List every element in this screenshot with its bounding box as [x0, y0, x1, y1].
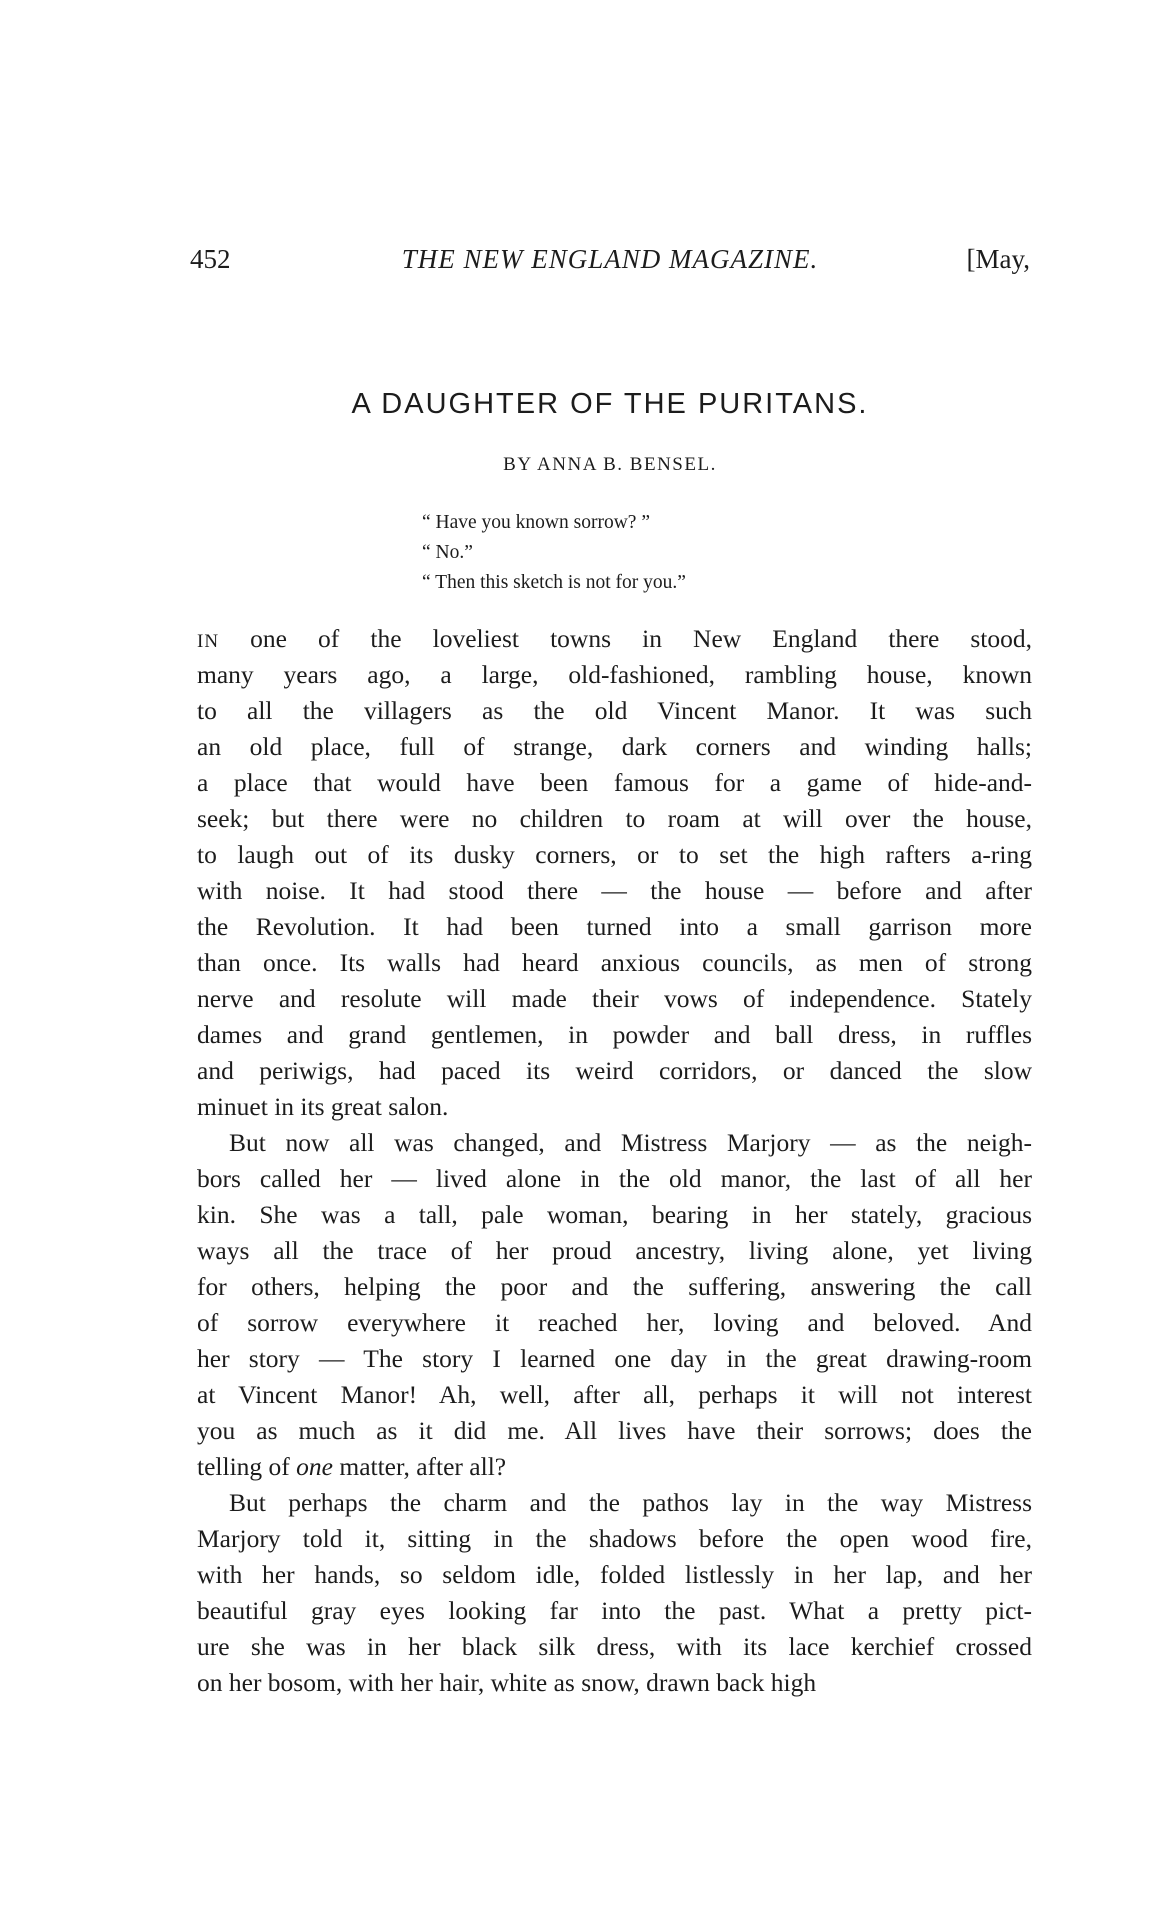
- article-body: [197, 621, 1032, 1701]
- line-text: at Vincent Manor! Ah, well, after all, perhaps it will not interest: [197, 1380, 1032, 1409]
- text-line: [197, 1197, 1032, 1233]
- line-text: to laugh out of its dusky corners, or to set the high rafters a-ring: [197, 840, 1032, 869]
- drop-cap-word: IN: [197, 631, 220, 652]
- line-text: and periwigs, had paced its weird corridors, or danced the slow: [197, 1056, 1032, 1085]
- text-line: [197, 1449, 1032, 1485]
- text-line: [197, 1305, 1032, 1341]
- text-line: [197, 1377, 1032, 1413]
- text-line: [197, 1521, 1032, 1557]
- line-text: many years ago, a large, old-fashioned, rambling house, known: [197, 660, 1032, 689]
- text-line: [197, 1557, 1032, 1593]
- line-text: seek; but there were no children to roam at will over the house,: [197, 804, 1032, 833]
- line-text: ways all the trace of her proud ancestry, living alone, yet living: [197, 1236, 1032, 1265]
- text-line: [197, 1125, 1032, 1161]
- text-line: [197, 945, 1032, 981]
- text-line: [197, 837, 1032, 873]
- line-text: you as much as it did me. All lives have their sorrows; does the: [197, 1416, 1032, 1445]
- line-text: with noise. It had stood there — the house — before and after: [197, 876, 1032, 905]
- text-line: [197, 765, 1032, 801]
- epigraph: [422, 508, 686, 598]
- line-text: with her hands, so seldom idle, folded listlessly in her lap, and her: [197, 1560, 1032, 1589]
- line-text: than once. Its walls had heard anxious councils, as men of strong: [197, 948, 1032, 977]
- text-line: [197, 1593, 1032, 1629]
- line-text: minuet in its great salon.: [197, 1092, 449, 1121]
- epigraph-line: “ Have you known sorrow? ”: [422, 512, 650, 533]
- issue-month: [May,: [966, 244, 1030, 274]
- text-line: [197, 981, 1032, 1017]
- italic-word: one: [296, 1452, 333, 1481]
- line-text: on her bosom, with her hair, white as snow, drawn back high: [197, 1668, 817, 1697]
- line-text: telling of: [197, 1452, 297, 1481]
- text-line: [197, 1233, 1032, 1269]
- line-text: kin. She was a tall, pale woman, bearing in her stately, gracious: [197, 1200, 1032, 1229]
- text-line: [197, 1665, 1032, 1701]
- line-text: an old place, full of strange, dark corners and winding halls;: [197, 732, 1032, 761]
- text-line: [197, 1089, 1032, 1125]
- line-text: a place that would have been famous for a game of hide-and-: [197, 768, 1032, 797]
- text-line: [197, 801, 1032, 837]
- text-line: [197, 1017, 1032, 1053]
- article-title: A DAUGHTER OF THE PURITANS.: [351, 388, 869, 420]
- text-line: [197, 1485, 1032, 1521]
- line-text: dames and grand gentlemen, in powder and ball dress, in ruffles: [197, 1020, 1032, 1049]
- line-text: one of the loveliest towns in New England there stood,: [219, 624, 1032, 653]
- running-head: [190, 244, 1030, 284]
- text-line: [197, 729, 1032, 765]
- line-text: beautiful gray eyes looking far into the past. What a pretty pict-: [197, 1596, 1032, 1625]
- line-text: But perhaps the charm and the pathos lay in the way Mistress: [229, 1488, 1032, 1517]
- epigraph-line: “ Then this sketch is not for you.”: [422, 572, 686, 593]
- epigraph-line: “ No.”: [422, 542, 473, 563]
- text-line: [197, 1161, 1032, 1197]
- text-line: [197, 1413, 1032, 1449]
- byline: BY ANNA B. BENSEL.: [503, 454, 717, 475]
- line-text: nerve and resolute will made their vows of independence. Stately: [197, 984, 1032, 1013]
- line-text: bors called her — lived alone in the old manor, the last of all her: [197, 1164, 1032, 1193]
- text-line: [197, 1053, 1032, 1089]
- line-text: to all the villagers as the old Vincent Manor. It was such: [197, 696, 1032, 725]
- text-line: [197, 1269, 1032, 1305]
- text-line: [197, 621, 1032, 657]
- text-line: [197, 1341, 1032, 1377]
- magazine-title: THE NEW ENGLAND MAGAZINE.: [401, 244, 819, 274]
- page-number: 452: [190, 244, 231, 274]
- line-text: Marjory told it, sitting in the shadows before the open wood fire,: [197, 1524, 1032, 1553]
- line-text: for others, helping the poor and the suffering, answering the call: [197, 1272, 1032, 1301]
- line-text: But now all was changed, and Mistress Marjory — as the neigh-: [229, 1128, 1032, 1157]
- text-line: [197, 1629, 1032, 1665]
- text-line: [197, 873, 1032, 909]
- line-text: her story — The story I learned one day in the great drawing-room: [197, 1344, 1032, 1373]
- line-text-tail: matter, after all?: [332, 1452, 507, 1481]
- line-text: the Revolution. It had been turned into a small garrison more: [197, 912, 1032, 941]
- line-text: ure she was in her black silk dress, with its lace kerchief crossed: [197, 1632, 1032, 1661]
- text-line: [197, 693, 1032, 729]
- text-line: [197, 657, 1032, 693]
- text-line: [197, 909, 1032, 945]
- line-text: of sorrow everywhere it reached her, loving and beloved. And: [197, 1308, 1032, 1337]
